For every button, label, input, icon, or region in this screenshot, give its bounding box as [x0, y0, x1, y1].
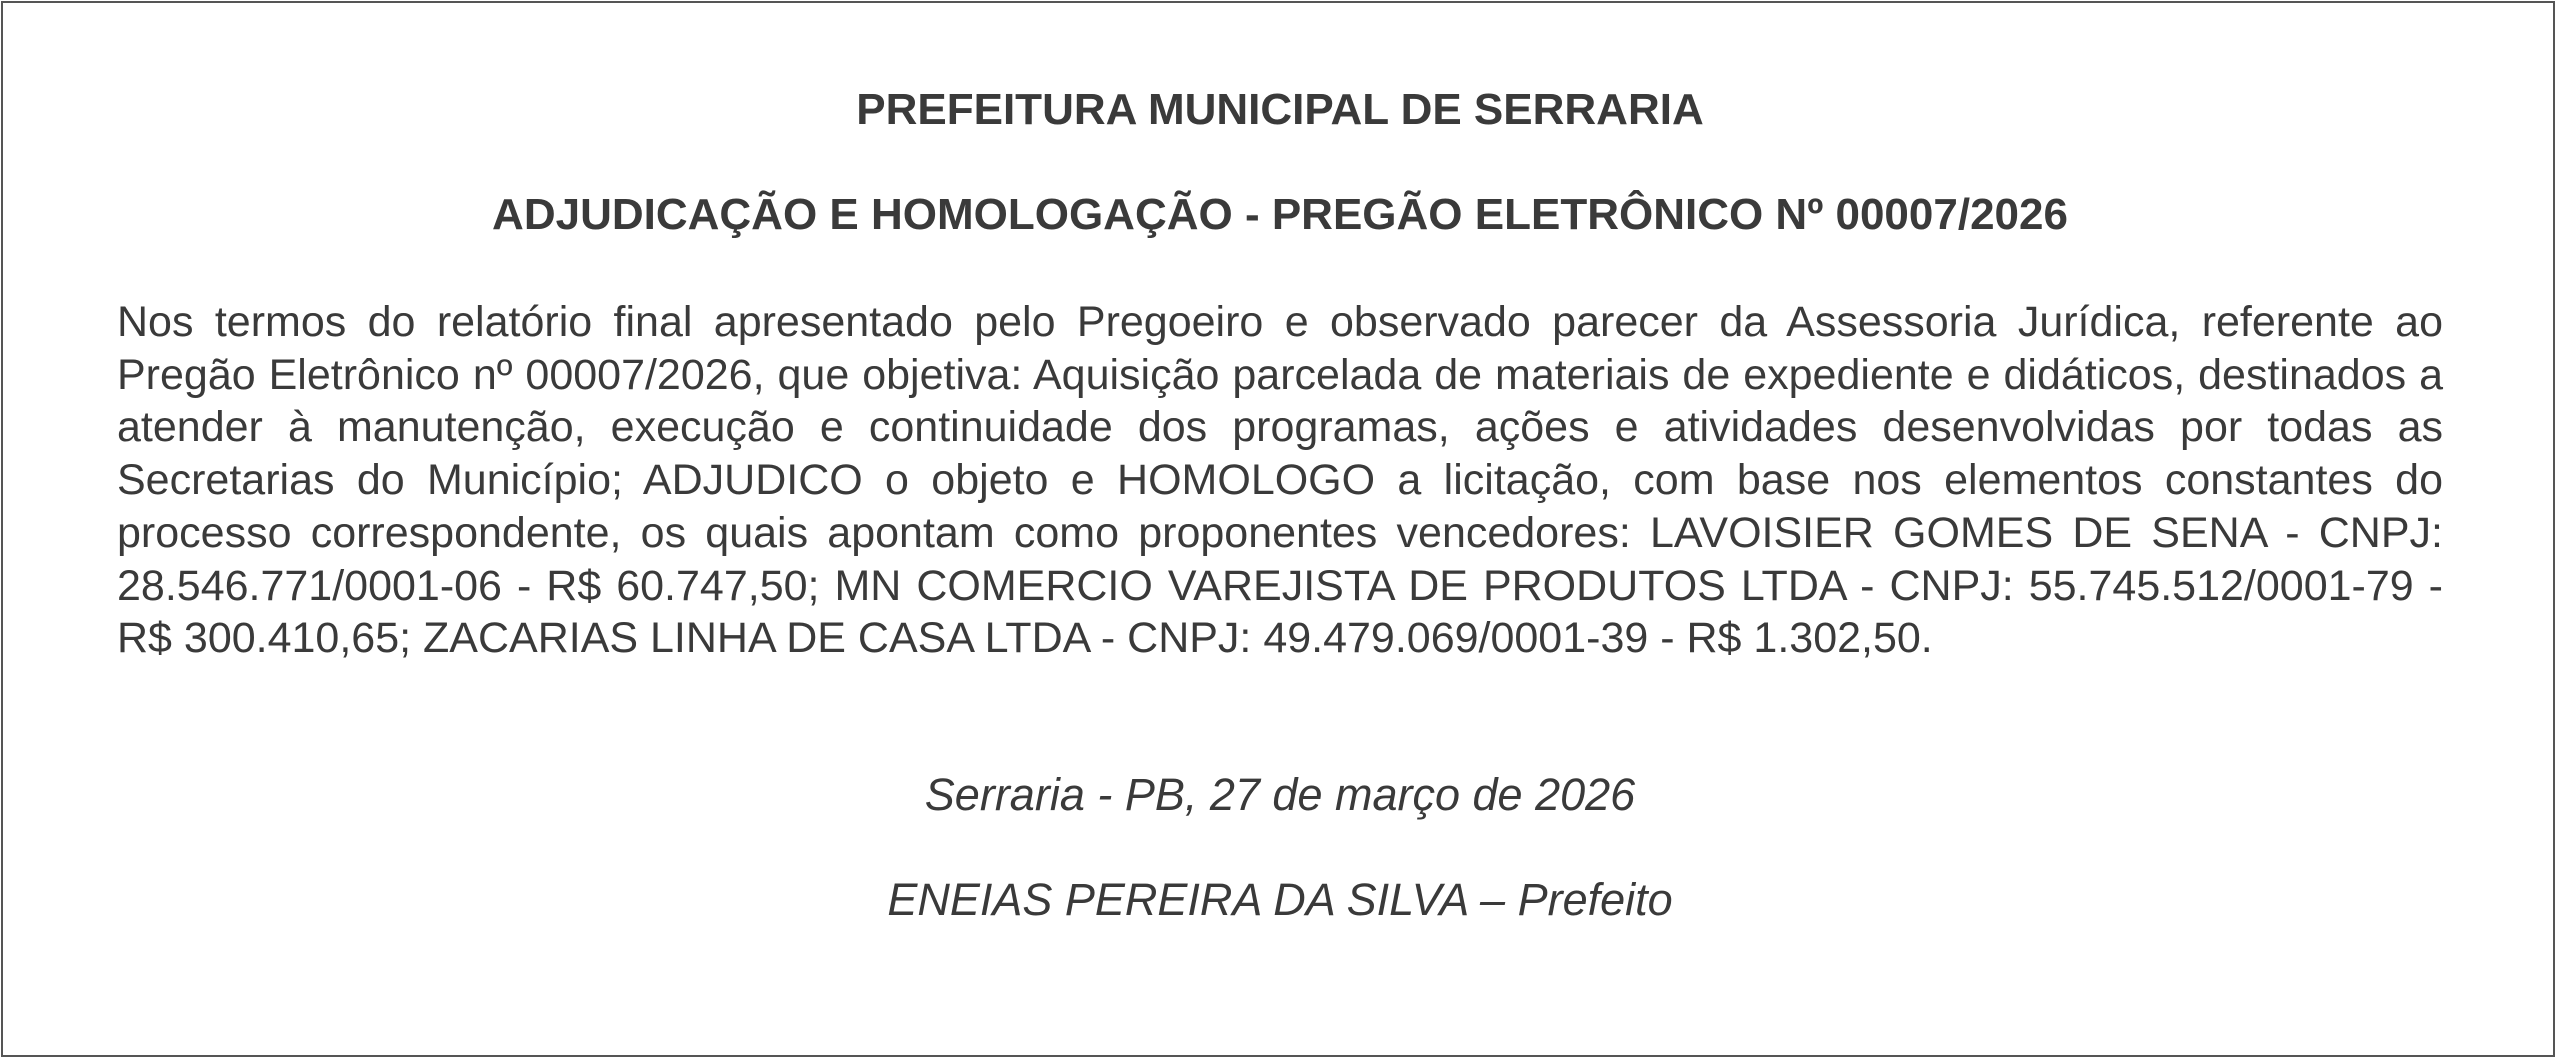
document-title: PREFEITURA MUNICIPAL DE SERRARIA	[856, 85, 1704, 134]
document-body: Nos termos do relatório final apresentado pelo Pregoeiro e observado parecer da Assessoria Jurídica, referente ao Pregão Eletrônico nº 00007/2026, que objetiva: Aquisição parcelada de materiais de expediente e didáticos, destinados a atender à manutenção, execução e continuidade dos programas, ações e atividades desenvolvidas por todas as Secretarias do Município; ADJUDICO o objeto e HOMOLOGO a licitação, com base nos elementos constantes do processo correspondente, os quais apontam como proponentes vencedores: LAVOISIER GOMES DE SENA - CNPJ: 28.546.771/0001-06 - R$ 60.747,50; MN COMERCIO VAREJISTA DE PRODUTOS LTDA - CNPJ: 55.745.512/0001-79 - R$ 300.410,65; ZACARIAS LINHA DE CASA LTDA - CNPJ: 49.479.069/0001-39 - R$ 1.302,50.	[117, 298, 2443, 663]
place-date: Serraria - PB, 27 de março de 2026	[924, 769, 1636, 820]
document-subtitle: ADJUDICAÇÃO E HOMOLOGAÇÃO - PREGÃO ELETRÔNICO Nº 00007/2026	[492, 190, 2068, 239]
signer-name: ENEIAS PEREIRA DA SILVA – Prefeito	[887, 874, 1673, 925]
